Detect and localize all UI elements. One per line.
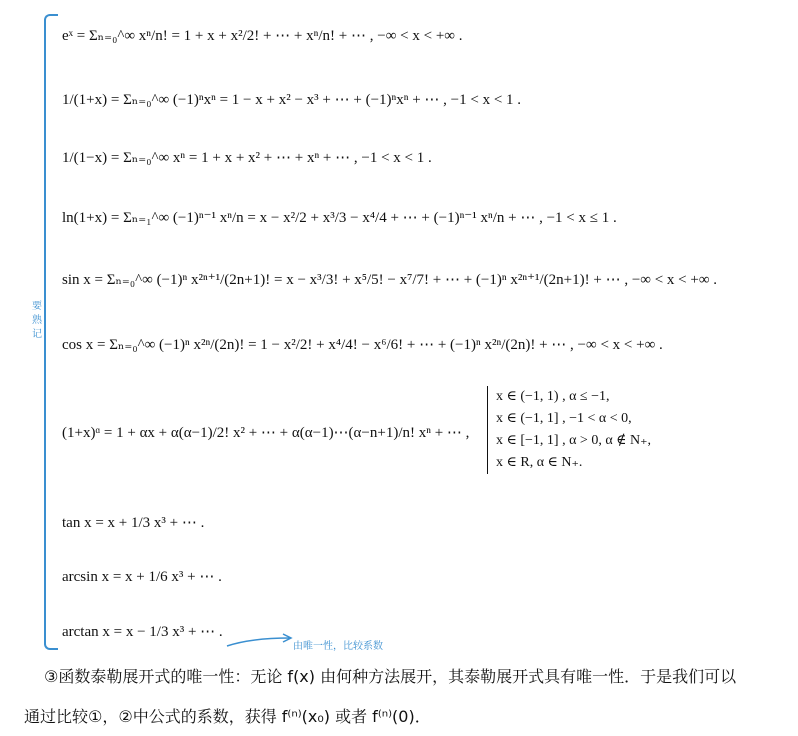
paragraph-line-2: 通过比较①，②中公式的系数，获得 f⁽ⁿ⁾(x₀) 或者 f⁽ⁿ⁾(0)． xyxy=(24,707,431,726)
formula-sin: sin x = Σₙ₌₀^∞ (−1)ⁿ x²ⁿ⁺¹/(2n+1)! = x − x³/3! + x⁵/5! − x⁷/7! + ⋯ + (−1)ⁿ x²ⁿ⁺¹/(2n+1)! + ⋯ , −∞ < x < +∞ . xyxy=(62,272,718,288)
formula-binomial: (1+x)ᵅ = 1 + αx + α(α−1)/2! x² + ⋯ + α(α−1)⋯(α−n+1)/n! xⁿ + ⋯ , xyxy=(62,425,470,441)
condition-line: x ∈ (−1, 1] , −1 < α < 0, xyxy=(496,411,632,426)
formula-cos: cos x = Σₙ₌₀^∞ (−1)ⁿ x²ⁿ/(2n)! = 1 − x²/2! + x⁴/4! − x⁶/6! + ⋯ + (−1)ⁿ x²ⁿ/(2n)! + ⋯ , −∞ < x < +∞ . xyxy=(62,337,663,353)
formula-tan: tan x = x + 1/3 x³ + ⋯ . xyxy=(62,515,205,531)
condition-line: x ∈ (−1, 1) , α ≤ −1, xyxy=(496,389,610,404)
formula-ln: ln(1+x) = Σₙ₌₁^∞ (−1)ⁿ⁻¹ xⁿ/n = x − x²/2 + x³/3 − x⁴/4 + ⋯ + (−1)ⁿ⁻¹ xⁿ/n + ⋯ , −1 < x ≤ 1 . xyxy=(62,210,617,226)
handwritten-note: 由唯一性，比较系数 xyxy=(293,641,383,652)
handwritten-arrow-icon xyxy=(225,630,295,650)
condition-line: x ∈ R, α ∈ N₊. xyxy=(496,455,583,470)
formula-1-over-1-minus-x: 1/(1−x) = Σₙ₌₀^∞ xⁿ = 1 + x + x² + ⋯ + xⁿ + ⋯ , −1 < x < 1 . xyxy=(62,150,432,166)
paragraph-line-1: ③函数泰勒展开式的唯一性：无论 f(x) 由何种方法展开，其泰勒展开式具有唯一性．于是我们可以 xyxy=(44,667,737,686)
binomial-conditions xyxy=(487,386,651,474)
formula-bracket xyxy=(44,14,58,650)
condition-line: x ∈ [−1, 1] , α > 0, α ∉ N₊, xyxy=(496,433,652,448)
formula-1-over-1-plus-x: 1/(1+x) = Σₙ₌₀^∞ (−1)ⁿxⁿ = 1 − x + x² − x³ + ⋯ + (−1)ⁿxⁿ + ⋯ , −1 < x < 1 . xyxy=(62,92,522,108)
formula-exp: eˣ = Σₙ₌₀^∞ xⁿ/n! = 1 + x + x²/2! + ⋯ + xⁿ/n! + ⋯ , −∞ < x < +∞ . xyxy=(62,28,463,44)
formula-arctan: arctan x = x − 1/3 x³ + ⋯ . xyxy=(62,624,223,640)
formula-arcsin: arcsin x = x + 1/6 x³ + ⋯ . xyxy=(62,569,222,585)
side-note: 要熟记 xyxy=(32,301,42,340)
